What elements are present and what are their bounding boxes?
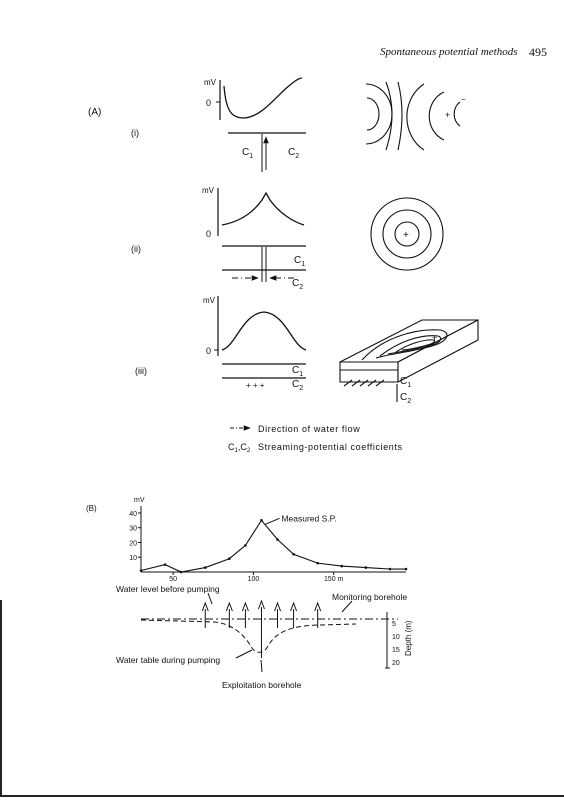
figure-a-legend <box>228 424 403 454</box>
depth-tick-labels <box>392 618 400 670</box>
panel-i-sp-curve <box>224 78 302 118</box>
water-table-label: Water table during pumping <box>116 655 221 665</box>
panel-i-y-unit: mV <box>204 78 216 87</box>
panel-ii-c1: $C_1$ <box>294 255 306 268</box>
contour-center-sign: + <box>403 230 409 241</box>
figure-b-label: (B) <box>86 504 97 513</box>
legend-coeff-symbols: $C_1,C_2$ <box>228 442 251 454</box>
water-level-leader <box>208 593 212 604</box>
panel-iii-label: (iii) <box>135 366 147 376</box>
running-title: Spontaneous potential methods <box>380 46 518 58</box>
sp-data-point <box>365 566 368 569</box>
panel-iii-y-unit: mV <box>203 296 215 305</box>
sp-data-point <box>244 544 247 547</box>
block-plus-sign: + <box>432 333 438 343</box>
panel-i-c2: $C_2$ <box>288 147 300 160</box>
depth-tick-10: 10 <box>392 634 400 641</box>
monitoring-leader <box>342 601 352 612</box>
sp-data-point <box>260 519 263 522</box>
panel-iii-plot <box>203 296 306 392</box>
sp-data-point <box>340 565 343 568</box>
water-table-leader <box>236 650 252 658</box>
panel-i-label: (i) <box>131 128 139 138</box>
panel-iii-sp-curve <box>222 312 306 350</box>
water-level-label: Water level before pumping <box>116 584 220 594</box>
contour-minus-sign: − <box>461 95 466 104</box>
panel-ii-label: (ii) <box>131 244 141 254</box>
sp-data-point <box>228 557 231 560</box>
panel-i-zero: 0 <box>206 98 212 108</box>
figure-a-label: (A) <box>88 107 102 118</box>
panel-ii-contour-map <box>371 198 443 270</box>
block-c2: $C_2$ <box>400 392 412 405</box>
annotation-leader <box>265 518 279 524</box>
x-tick-label: 100 <box>247 576 260 583</box>
sp-data-point <box>164 563 167 566</box>
page-edge-left <box>0 600 2 796</box>
y-tick-label: 30 <box>129 525 137 533</box>
y-axis-unit: mV <box>134 497 145 504</box>
panel-i-plot <box>204 78 306 172</box>
panel-iii-c2: $C_2$ <box>292 379 304 392</box>
contour-right-inner <box>454 102 460 126</box>
contour-mid-left <box>386 82 392 150</box>
sp-data-point <box>389 568 392 571</box>
depth-tick-15: 15 <box>392 647 400 654</box>
sp-data-point <box>140 569 143 572</box>
x-tick-label: 150 m <box>323 576 344 583</box>
sp-data-point <box>180 571 183 574</box>
panel-ii-y-unit: mV <box>202 186 214 195</box>
figure-b-chart <box>129 497 407 583</box>
depth-axis-label: Depth (m) <box>404 620 413 656</box>
panel-ii-zero: 0 <box>206 229 212 239</box>
panel-iii-plus-signs: + + + <box>246 381 265 390</box>
contour-plus-sign: + <box>445 110 451 120</box>
water-table-pumping-curve <box>141 620 356 652</box>
contour-right-mid <box>429 92 444 140</box>
sp-data-point <box>292 553 295 556</box>
panel-iii-zero: 0 <box>206 346 212 356</box>
contour-mid-right <box>398 82 402 150</box>
monitoring-borehole-label: Monitoring borehole <box>332 592 408 602</box>
block-c1: $C_1$ <box>400 376 412 389</box>
block-front-face <box>340 362 398 382</box>
sp-data-point <box>405 568 408 571</box>
page-number: 495 <box>529 45 547 59</box>
sp-data-point <box>204 566 207 569</box>
panel-ii-c2: $C_2$ <box>292 278 304 291</box>
sp-data-point <box>276 538 279 541</box>
annotation-measured-sp: Measured S.P. <box>281 513 337 524</box>
panel-i-c1: $C_1$ <box>242 147 254 160</box>
panel-ii-plot <box>202 186 306 291</box>
y-tick-label: 40 <box>129 510 137 518</box>
contour-right-outer <box>407 84 424 150</box>
panel-i-contour-map <box>366 82 466 150</box>
exploitation-leader <box>261 660 262 672</box>
sp-data-point <box>316 562 319 565</box>
page-edge-bottom <box>0 795 564 797</box>
panel-ii-sp-curve <box>222 193 304 225</box>
legend-flow-text: Direction of water flow <box>258 424 361 434</box>
panel-iii-c1: $C_1$ <box>292 365 304 378</box>
sp-profile-line <box>141 520 406 572</box>
x-tick-label: 50 <box>169 576 178 583</box>
contour-left-inner <box>367 98 379 130</box>
y-tick-label: 10 <box>129 555 137 563</box>
panel-iii-block-diagram <box>340 320 478 405</box>
exploitation-borehole-label: Exploitation borehole <box>222 680 302 690</box>
legend-coeff-text: Streaming-potential coefficients <box>258 442 403 452</box>
depth-tick-20: 20 <box>392 660 400 667</box>
y-tick-label: 20 <box>129 540 137 548</box>
depth-tick-5: 5 <box>392 621 396 628</box>
